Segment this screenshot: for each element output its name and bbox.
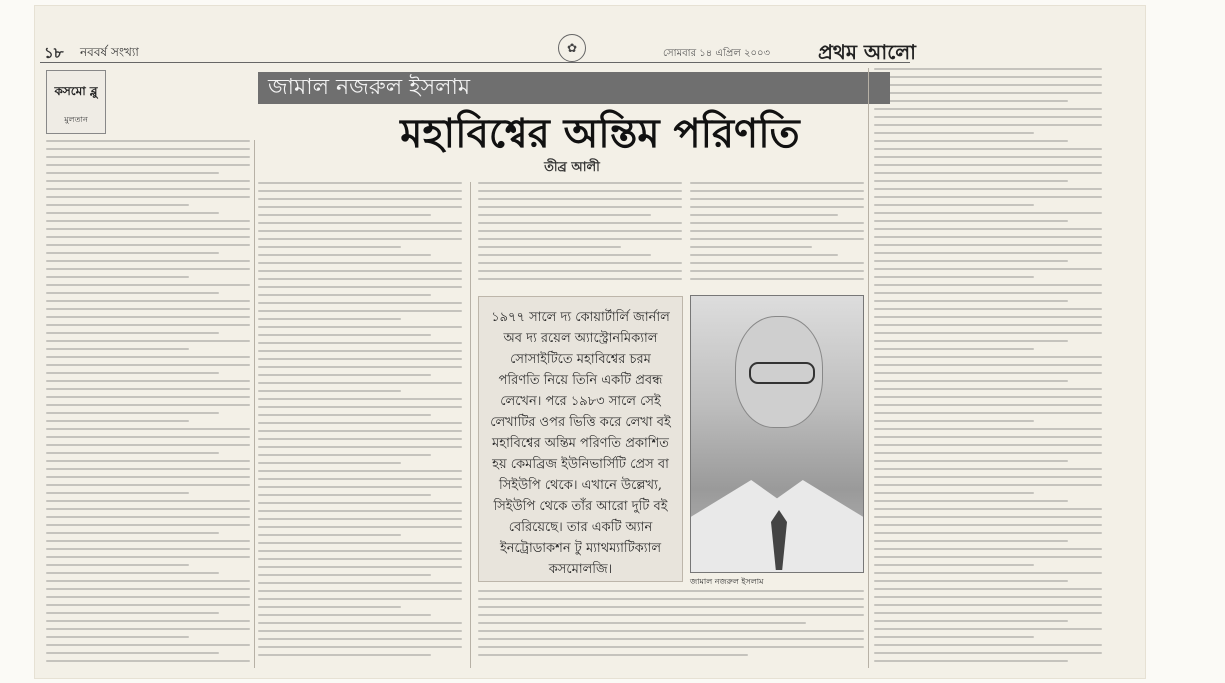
text-line — [690, 254, 838, 256]
text-line — [258, 534, 401, 536]
newspaper-logo: প্রথম আলো — [817, 40, 916, 64]
text-line — [478, 278, 682, 280]
article-byline: তীব্র আলী — [544, 160, 600, 175]
text-line — [46, 564, 189, 566]
text-line — [874, 348, 1034, 350]
text-line — [874, 108, 1102, 110]
text-line — [478, 254, 651, 256]
article-headline: মহাবিশ্বের অন্তিম পরিণতি — [400, 110, 800, 157]
text-line — [46, 284, 250, 286]
text-line — [258, 382, 462, 384]
page-header — [40, 38, 916, 64]
text-line — [478, 190, 682, 192]
text-line — [46, 372, 219, 374]
text-line — [874, 556, 1102, 558]
section-logo-title: কসমো ব্লু — [54, 84, 98, 98]
text-line — [874, 620, 1068, 622]
text-line — [690, 230, 864, 232]
text-line — [258, 574, 431, 576]
text-line — [874, 444, 1102, 446]
text-line — [46, 396, 250, 398]
text-line — [46, 244, 250, 246]
text-line — [258, 198, 462, 200]
text-line — [874, 548, 1102, 550]
text-line — [258, 566, 462, 568]
text-line — [258, 414, 431, 416]
text-line — [874, 588, 1102, 590]
text-line — [690, 198, 864, 200]
text-line — [478, 238, 682, 240]
text-line — [46, 548, 250, 550]
text-line — [46, 388, 250, 390]
text-line — [874, 460, 1068, 462]
text-line — [258, 510, 462, 512]
text-line — [874, 300, 1068, 302]
text-line — [46, 180, 250, 182]
text-line — [874, 420, 1034, 422]
text-line — [874, 252, 1102, 254]
text-line — [690, 214, 838, 216]
text-line — [258, 342, 462, 344]
text-line — [874, 572, 1102, 574]
text-line — [874, 580, 1068, 582]
text-line — [258, 406, 462, 408]
text-line — [874, 532, 1102, 534]
text-line — [258, 558, 462, 560]
text-line — [258, 446, 462, 448]
text-line — [46, 612, 219, 614]
text-line — [46, 356, 250, 358]
text-line — [874, 244, 1102, 246]
text-line — [46, 452, 219, 454]
text-line — [874, 468, 1102, 470]
text-line — [46, 380, 250, 382]
text-line — [46, 604, 250, 606]
text-line — [258, 526, 462, 528]
text-line — [478, 622, 806, 624]
text-line — [46, 444, 250, 446]
text-line — [46, 492, 189, 494]
text-line — [46, 316, 250, 318]
text-line — [258, 654, 431, 656]
text-line — [478, 230, 682, 232]
text-line — [874, 540, 1068, 542]
text-line — [258, 478, 462, 480]
text-line — [258, 582, 462, 584]
text-line — [874, 340, 1068, 342]
text-line — [874, 332, 1102, 334]
text-line — [258, 358, 462, 360]
text-line — [258, 518, 462, 520]
column-divider — [868, 68, 869, 668]
text-line — [258, 222, 462, 224]
text-line — [46, 324, 250, 326]
text-line — [46, 332, 219, 334]
text-line — [258, 542, 462, 544]
text-line — [258, 246, 401, 248]
text-line — [258, 470, 462, 472]
edition-label: নববর্ষ সংখ্যা — [80, 45, 139, 59]
text-line — [690, 262, 864, 264]
text-line — [46, 164, 250, 166]
text-line — [46, 588, 250, 590]
text-line — [874, 412, 1102, 414]
text-line — [478, 214, 651, 216]
text-line — [874, 604, 1102, 606]
text-line — [258, 598, 462, 600]
column-divider — [254, 140, 255, 668]
article-column-right — [874, 68, 1102, 668]
text-line — [46, 276, 189, 278]
text-line — [478, 222, 682, 224]
text-line — [874, 404, 1102, 406]
text-line — [258, 390, 401, 392]
text-line — [874, 68, 1102, 70]
text-line — [46, 292, 219, 294]
text-line — [46, 644, 250, 646]
text-line — [258, 350, 462, 352]
article-column-bottom — [478, 590, 864, 668]
text-line — [46, 172, 219, 174]
text-line — [874, 172, 1102, 174]
text-line — [874, 132, 1034, 134]
author-photo — [690, 295, 864, 573]
text-line — [690, 222, 864, 224]
text-line — [258, 502, 462, 504]
article-column-2 — [258, 182, 462, 668]
text-line — [46, 340, 250, 342]
text-line — [874, 220, 1068, 222]
text-line — [46, 476, 250, 478]
text-line — [258, 454, 431, 456]
text-line — [46, 228, 250, 230]
text-line — [874, 204, 1034, 206]
column-1-lines — [46, 140, 250, 662]
text-line — [258, 262, 462, 264]
text-line — [46, 436, 250, 438]
ornament-icon: ✿ — [558, 34, 586, 62]
text-line — [478, 206, 682, 208]
text-line — [46, 404, 250, 406]
text-line — [874, 524, 1102, 526]
text-line — [874, 156, 1102, 158]
text-line — [874, 356, 1102, 358]
text-line — [874, 92, 1102, 94]
text-line — [46, 140, 250, 142]
text-line — [874, 148, 1102, 150]
column-4-lines — [690, 182, 864, 280]
text-line — [874, 308, 1102, 310]
text-line — [258, 550, 462, 552]
glasses-icon — [749, 362, 815, 384]
column-2-lines — [258, 182, 462, 656]
text-line — [874, 476, 1102, 478]
text-line — [478, 646, 864, 648]
text-line — [46, 212, 219, 214]
text-line — [874, 652, 1102, 654]
text-line — [478, 246, 621, 248]
pull-quote: ১৯৭৭ সালে দ্য কোয়ার্টার্লি জার্নাল অব দ্য রয়েল অ্যাস্ট্রোনমিক্যাল সোসাইটিতে মহাবিশ্বের চরম পরিণতি নিয়ে তিনি একটি প্রবন্ধ লেখেন। পরে ১৯৮৩ সালে সেই লেখাটির ওপর ভিত্তি করে লেখা বই মহাবিশ্বের অন্তিম পরিণতি প্রকাশিত হয় কেমব্রিজ ইউনিভার্সিটি প্রেস বা সিইউপি থেকে। এখানে উল্লেখ্য, সিইউপি থেকে তাঁর আরো দুটি বই বেরিয়েছে। তার একটি অ্যান ইনট্রোডাকশন টু ম্যাথম্যাটিক্যাল কসমোলজি। — [478, 296, 683, 582]
text-line — [258, 230, 462, 232]
text-line — [258, 622, 462, 624]
text-line — [46, 468, 250, 470]
text-line — [874, 428, 1102, 430]
text-line — [46, 532, 219, 534]
text-line — [258, 302, 462, 304]
text-line — [874, 164, 1102, 166]
text-line — [874, 500, 1068, 502]
text-line — [258, 286, 462, 288]
text-line — [258, 270, 462, 272]
text-line — [690, 238, 864, 240]
text-line — [258, 254, 431, 256]
text-line — [46, 508, 250, 510]
text-line — [258, 278, 462, 280]
column-right-lines — [874, 68, 1102, 662]
text-line — [258, 334, 431, 336]
text-line — [478, 270, 682, 272]
text-line — [46, 636, 189, 638]
text-line — [258, 190, 462, 192]
text-line — [874, 628, 1102, 630]
text-line — [46, 596, 250, 598]
text-line — [46, 220, 250, 222]
text-line — [258, 318, 401, 320]
text-line — [46, 148, 250, 150]
text-line — [258, 326, 462, 328]
text-line — [258, 638, 462, 640]
text-line — [690, 190, 864, 192]
text-line — [258, 430, 462, 432]
text-line — [874, 196, 1102, 198]
text-line — [874, 276, 1034, 278]
text-line — [874, 492, 1034, 494]
text-line — [874, 508, 1102, 510]
text-line — [46, 500, 250, 502]
text-line — [478, 262, 682, 264]
text-line — [258, 494, 431, 496]
text-line — [874, 484, 1102, 486]
text-line — [874, 388, 1102, 390]
text-line — [258, 590, 462, 592]
text-line — [874, 380, 1068, 382]
text-line — [874, 292, 1102, 294]
text-line — [46, 260, 250, 262]
section-logo — [46, 70, 106, 134]
text-line — [46, 484, 250, 486]
text-line — [874, 100, 1068, 102]
text-line — [46, 420, 189, 422]
text-line — [478, 630, 864, 632]
author-banner-text: জামাল নজরুল ইসলাম — [268, 74, 471, 100]
text-line — [874, 636, 1034, 638]
text-line — [258, 462, 401, 464]
text-line — [874, 116, 1102, 118]
text-line — [478, 198, 682, 200]
text-line — [46, 516, 250, 518]
text-line — [46, 196, 250, 198]
text-line — [874, 596, 1102, 598]
text-line — [46, 364, 250, 366]
text-line — [258, 646, 462, 648]
text-line — [874, 76, 1102, 78]
text-line — [46, 268, 250, 270]
text-line — [874, 452, 1102, 454]
text-line — [258, 206, 462, 208]
text-line — [46, 652, 219, 654]
text-line — [874, 228, 1102, 230]
text-line — [46, 572, 219, 574]
text-line — [46, 556, 250, 558]
text-line — [690, 182, 864, 184]
text-line — [258, 238, 462, 240]
text-line — [46, 412, 219, 414]
text-line — [874, 212, 1102, 214]
text-line — [478, 606, 864, 608]
text-line — [258, 310, 462, 312]
text-line — [46, 628, 250, 630]
column-bottom-lines — [478, 590, 864, 656]
text-line — [874, 564, 1034, 566]
text-line — [874, 260, 1068, 262]
section-logo-subtitle: মুলতান — [64, 115, 88, 124]
text-line — [690, 246, 812, 248]
text-line — [46, 428, 250, 430]
text-line — [874, 660, 1068, 662]
text-line — [874, 236, 1102, 238]
column-divider — [470, 182, 471, 668]
text-line — [478, 590, 864, 592]
text-line — [478, 654, 748, 656]
text-line — [258, 214, 431, 216]
text-line — [874, 644, 1102, 646]
text-line — [874, 436, 1102, 438]
text-line — [874, 364, 1102, 366]
text-line — [258, 486, 462, 488]
text-line — [690, 270, 864, 272]
text-line — [478, 182, 682, 184]
text-line — [46, 524, 250, 526]
column-3-lines — [478, 182, 682, 280]
text-line — [690, 278, 864, 280]
text-line — [258, 366, 462, 368]
text-line — [46, 620, 250, 622]
text-line — [690, 206, 864, 208]
text-line — [258, 294, 431, 296]
text-line — [258, 374, 431, 376]
photo-caption: জামাল নজরুল ইসলাম — [690, 577, 764, 586]
text-line — [46, 348, 189, 350]
text-line — [46, 580, 250, 582]
text-line — [478, 614, 864, 616]
text-line — [874, 188, 1102, 190]
text-line — [258, 630, 462, 632]
text-line — [46, 236, 250, 238]
text-line — [46, 204, 189, 206]
page-number: ১৮ — [44, 44, 64, 62]
text-line — [46, 660, 250, 662]
text-line — [258, 614, 431, 616]
article-column-3 — [478, 182, 682, 292]
text-line — [874, 180, 1068, 182]
text-line — [874, 284, 1102, 286]
text-line — [874, 140, 1068, 142]
text-line — [258, 398, 462, 400]
author-banner — [258, 72, 890, 104]
text-line — [478, 638, 864, 640]
date-label: সোমবার ১৪ এপ্রিল ২০০৩ — [663, 48, 770, 59]
text-line — [258, 606, 401, 608]
text-line — [874, 372, 1102, 374]
text-line — [46, 540, 250, 542]
text-line — [874, 516, 1102, 518]
text-line — [478, 598, 864, 600]
text-line — [46, 188, 250, 190]
article-column-1 — [46, 140, 250, 668]
text-line — [874, 316, 1102, 318]
text-line — [46, 252, 219, 254]
text-line — [258, 422, 462, 424]
text-line — [874, 84, 1102, 86]
text-line — [258, 182, 462, 184]
text-line — [874, 324, 1102, 326]
text-line — [874, 396, 1102, 398]
text-line — [874, 612, 1102, 614]
text-line — [46, 460, 250, 462]
text-line — [46, 156, 250, 158]
text-line — [46, 308, 250, 310]
article-column-4 — [690, 182, 864, 292]
text-line — [874, 268, 1102, 270]
text-line — [258, 438, 462, 440]
text-line — [46, 300, 250, 302]
text-line — [874, 124, 1102, 126]
